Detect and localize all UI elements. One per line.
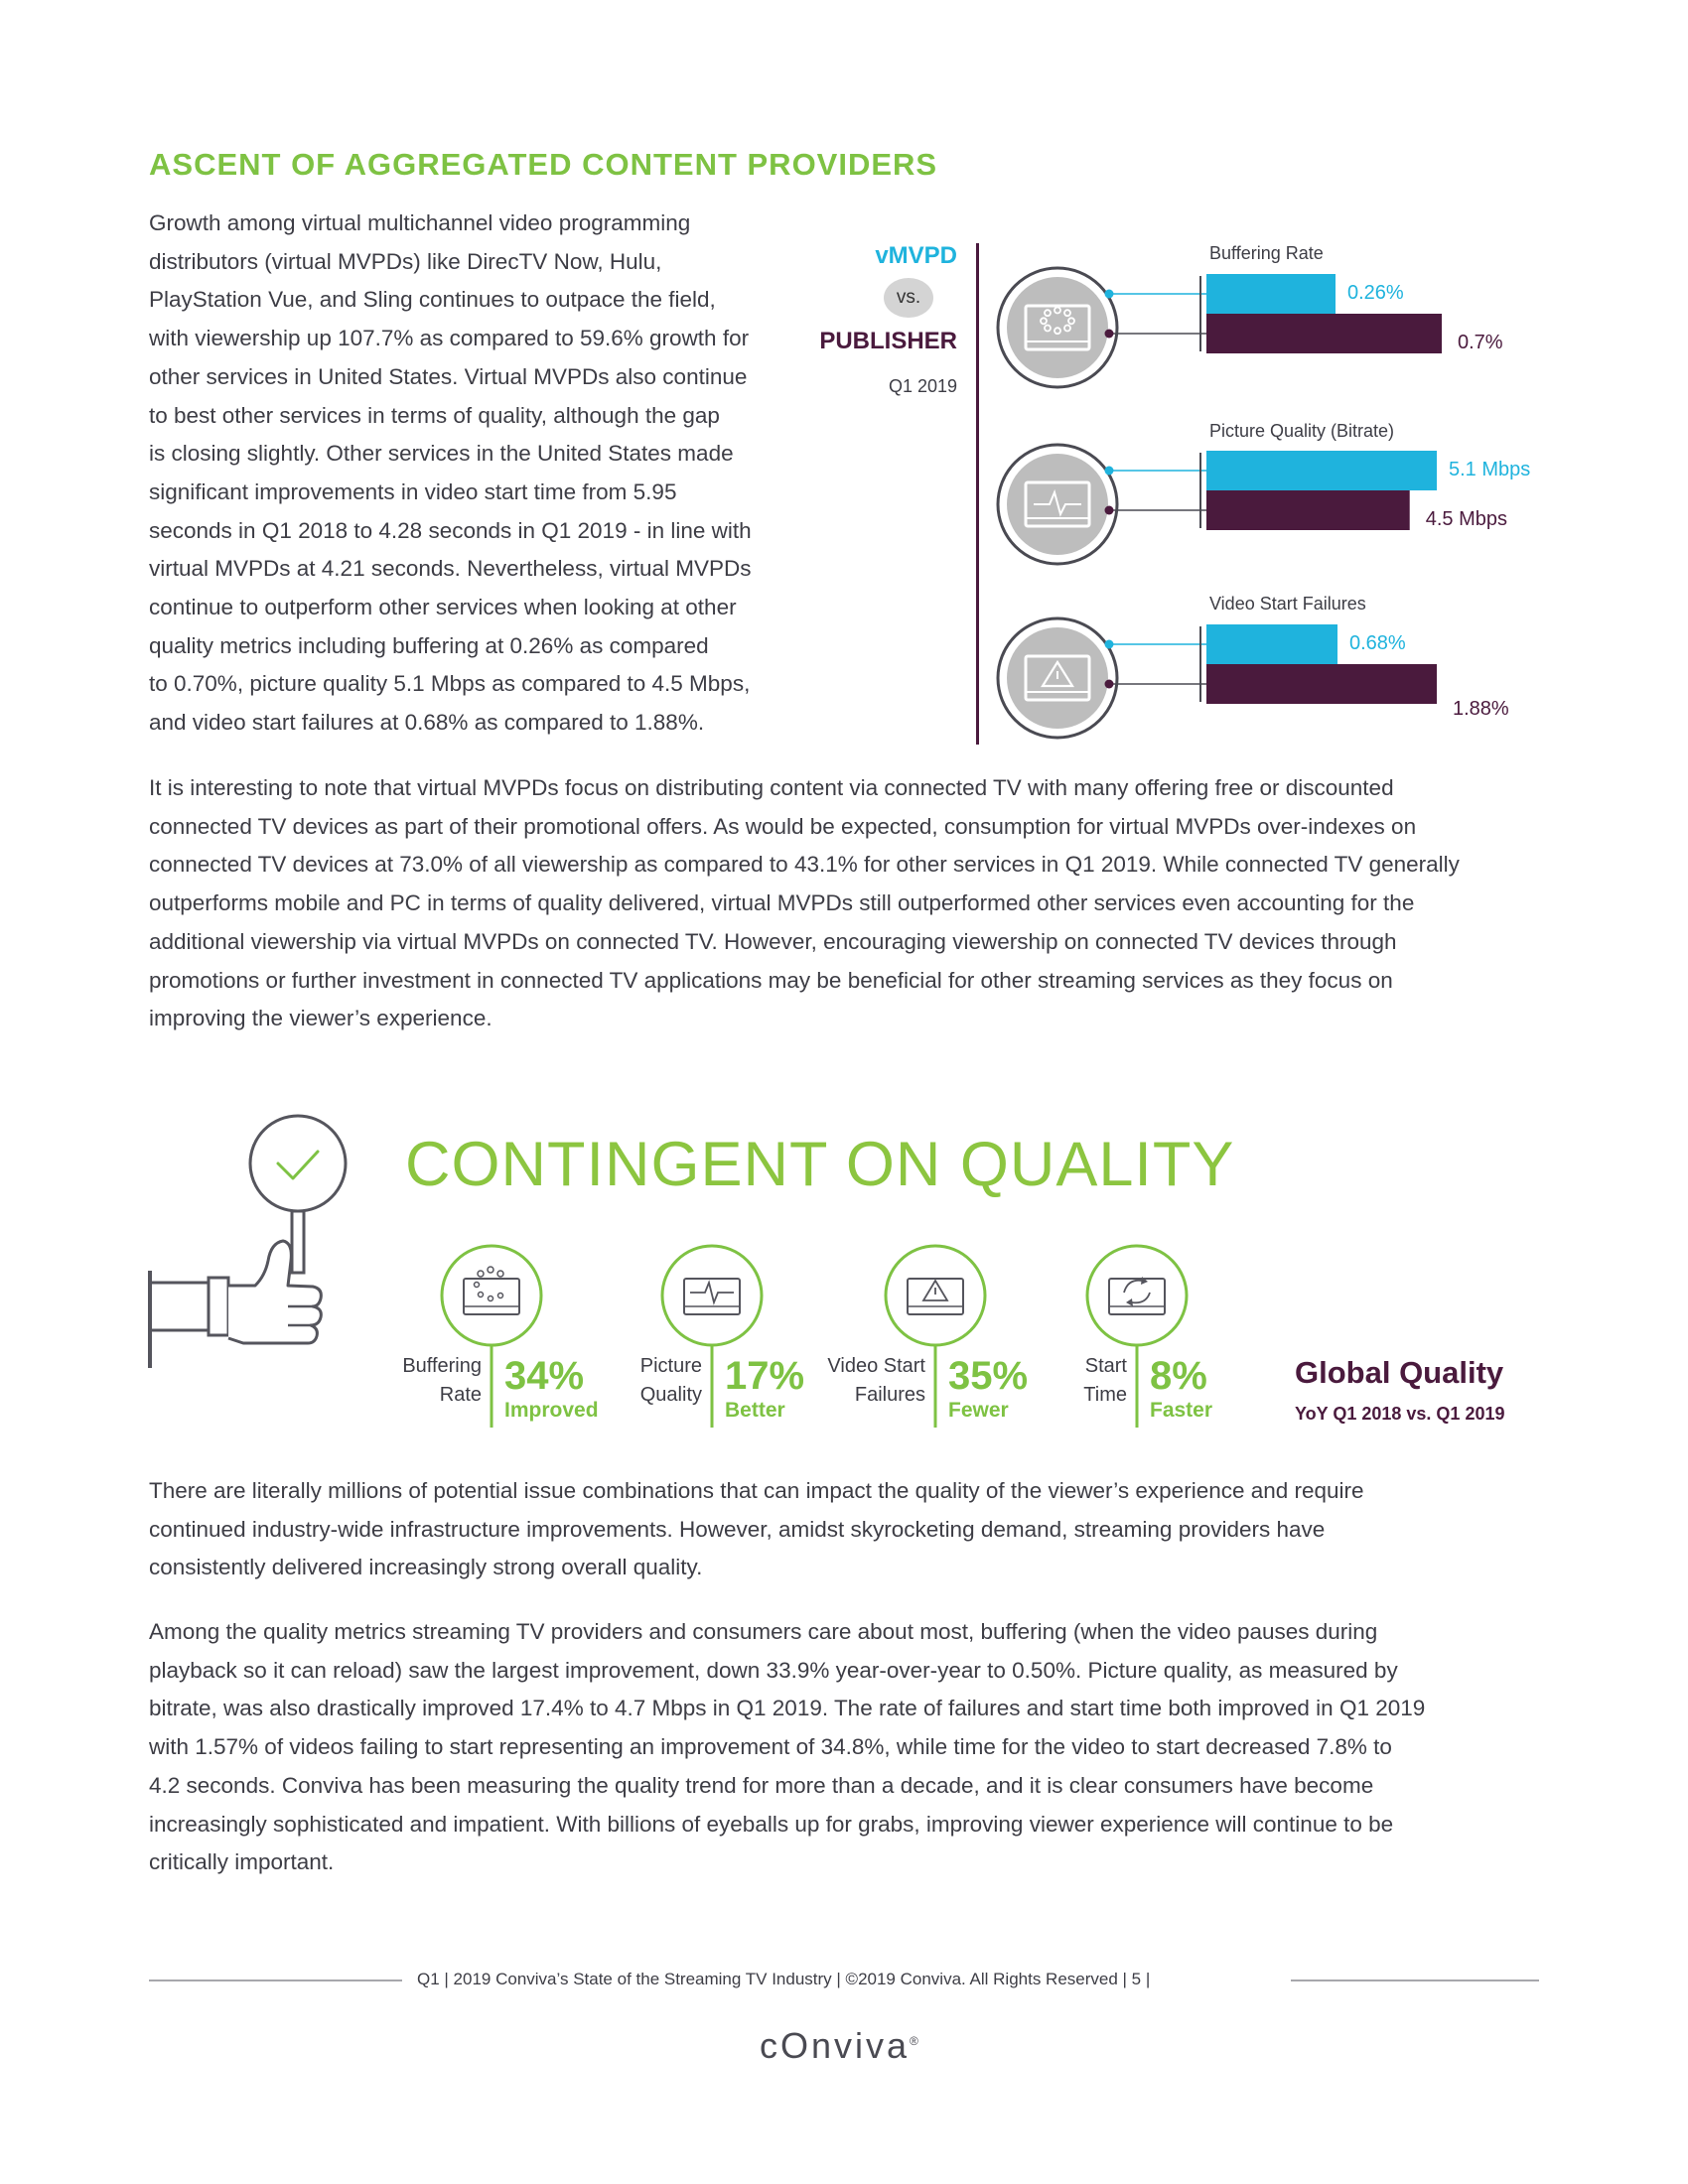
quality-percent: 8% bbox=[1150, 1354, 1207, 1398]
quality-change-word: Improved bbox=[504, 1399, 599, 1422]
quality-item-label bbox=[640, 1352, 702, 1410]
global-quality-subtitle: YoY Q1 2018 vs. Q1 2019 bbox=[1295, 1404, 1505, 1424]
paragraph-line: promotions or further investment in connected TV applications may be beneficial for other streaming services as they focus on bbox=[149, 967, 1393, 993]
intro-line: Growth among virtual multichannel video programming bbox=[149, 210, 691, 235]
paragraph-line: additional viewership via virtual MVPDs on connected TV. However, encouraging viewership on connected TV devices through bbox=[149, 928, 1397, 954]
quality-label-line: Failures bbox=[854, 1384, 925, 1406]
quality-item-label bbox=[402, 1352, 482, 1410]
paragraph-line: 4.2 seconds. Conviva has been measuring the quality trend for more than a decade, and it is clear consumers have become bbox=[149, 1772, 1374, 1798]
logo-wordmark: cOnviva bbox=[760, 2025, 911, 2066]
footer-text: Q1 | 2019 Conviva’s State of the Streaming TV Industry | ©2019 Conviva. All Rights Reserved | 5 | bbox=[417, 1970, 1151, 1988]
connector-dot-publisher bbox=[1105, 506, 1114, 515]
intro-line: to best other services in terms of quality, although the gap bbox=[149, 402, 720, 428]
intro-line: virtual MVPDs at 4.21 seconds. Nevertheless, virtual MVPDs bbox=[149, 556, 752, 582]
intro-line: and video start failures at 0.68% as compared to 1.88%. bbox=[149, 710, 705, 736]
vs-bubble: vs. bbox=[884, 278, 933, 318]
paragraph-line: consistently delivered increasingly strong overall quality. bbox=[149, 1555, 703, 1580]
intro-line: to 0.70%, picture quality 5.1 Mbps as compared to 4.5 Mbps, bbox=[149, 671, 751, 697]
intro-line: significant improvements in video start time from 5.95 bbox=[149, 478, 677, 504]
paragraph-quality-metrics bbox=[149, 1613, 1539, 1882]
quality-label-line: Quality bbox=[639, 1384, 702, 1406]
paragraph-line: continued industry-wide infrastructure improvements. However, amidst skyrocketing demand, streaming providers have bbox=[149, 1516, 1326, 1542]
paragraph-line: There are literally millions of potential issue combinations that can impact the quality of the viewer’s experience and require bbox=[149, 1478, 1364, 1503]
metric-label-bitrate: Picture Quality (Bitrate) bbox=[1209, 421, 1395, 441]
quality-change-word: Better bbox=[725, 1399, 785, 1422]
paragraph-line: improving the viewer’s experience. bbox=[149, 1006, 492, 1031]
vmvpd-label: vMVPD bbox=[875, 242, 957, 269]
paragraph-line: with 1.57% of videos failing to start representing an improvement of 34.8%, while time for the video to start decreased 7.8% to bbox=[149, 1734, 1392, 1760]
bar-vmvpd bbox=[1206, 274, 1336, 314]
quality-label-line: Time bbox=[1083, 1384, 1127, 1406]
quality-label-line: Start bbox=[1084, 1355, 1127, 1377]
quality-label-line: Picture bbox=[639, 1355, 702, 1377]
paragraph-line: playback so it can reload) saw the largest improvement, down 33.9% year-over-year to 0.50%. Picture quality, as measured by bbox=[149, 1657, 1398, 1683]
quality-item-label bbox=[827, 1352, 925, 1410]
value-publisher-buffering: 0.7% bbox=[1458, 332, 1503, 353]
paragraph-connected-tv bbox=[149, 769, 1539, 1038]
section-heading: ASCENT OF AGGREGATED CONTENT PROVIDERS bbox=[149, 147, 938, 182]
intro-line: continue to outperform other services when looking at other bbox=[149, 595, 737, 620]
quality-label-line: Video Start bbox=[827, 1355, 925, 1377]
intro-line: is closing slightly. Other services in the United States made bbox=[149, 441, 734, 467]
connector-dot-vmvpd bbox=[1105, 640, 1114, 649]
bar-vmvpd bbox=[1206, 624, 1337, 664]
value-publisher-bitrate: 4.5 Mbps bbox=[1425, 508, 1507, 530]
paragraph-issue-combinations bbox=[149, 1472, 1539, 1587]
intro-line: with viewership up 107.7% as compared to 59.6% growth for bbox=[149, 326, 750, 351]
period-label: Q1 2019 bbox=[888, 376, 957, 396]
intro-line: quality metrics including buffering at 0.26% as compared bbox=[149, 632, 709, 658]
quality-title: CONTINGENT ON QUALITY bbox=[405, 1130, 1235, 1199]
connector-dot-vmvpd bbox=[1105, 290, 1114, 299]
intro-line: distributors (virtual MVPDs) like DirecTV Now, Hulu, bbox=[149, 248, 662, 274]
bar-publisher bbox=[1206, 314, 1442, 353]
paragraph-line: connected TV devices as part of their promotional offers. As would be expected, consumption for virtual MVPDs over-indexes on bbox=[149, 813, 1417, 839]
quality-change-word: Faster bbox=[1150, 1399, 1213, 1422]
value-vmvpd-failures: 0.68% bbox=[1349, 632, 1406, 654]
paragraph-line: connected TV devices at 73.0% of all viewership as compared to 43.1% for other services in Q1 2019. While connected TV generally bbox=[149, 852, 1460, 878]
divider-line bbox=[976, 243, 979, 745]
paragraph-line: Among the quality metrics streaming TV providers and consumers care about most, buffering (when the video pauses during bbox=[149, 1619, 1378, 1644]
paragraph-line: bitrate, was also drastically improved 17.4% to 4.7 Mbps in Q1 2019. The rate of failures and start time both improved in Q1 2019 bbox=[149, 1696, 1426, 1721]
paragraph-line: It is interesting to note that virtual MVPDs focus on distributing content via connected TV with many offering free or discounted bbox=[149, 775, 1394, 800]
paragraph-line: critically important. bbox=[149, 1849, 335, 1875]
bar-publisher bbox=[1206, 490, 1410, 530]
publisher-label: PUBLISHER bbox=[819, 328, 957, 354]
paragraph-line: increasingly sophisticated and impatient. With billions of eyeballs up for grabs, improving viewer experience will continue to be bbox=[149, 1811, 1394, 1837]
value-vmvpd-buffering: 0.26% bbox=[1347, 282, 1404, 304]
logo-registered-mark: ® bbox=[910, 2034, 921, 2048]
connector-dot-vmvpd bbox=[1105, 467, 1114, 476]
paragraph-line: outperforms mobile and PC in terms of quality delivered, virtual MVPDs still outperformed other services even accounting for the bbox=[149, 890, 1415, 916]
quality-label-line: Rate bbox=[439, 1384, 482, 1406]
quality-percent: 17% bbox=[725, 1354, 805, 1398]
quality-percent: 34% bbox=[504, 1354, 585, 1398]
connector-dot-publisher bbox=[1105, 680, 1114, 689]
value-vmvpd-bitrate: 5.1 Mbps bbox=[1449, 459, 1531, 480]
metric-label-buffering: Buffering Rate bbox=[1209, 243, 1324, 263]
connector-dot-publisher bbox=[1105, 330, 1114, 339]
quality-label-line: Buffering bbox=[402, 1355, 482, 1377]
conviva-logo bbox=[760, 2025, 921, 2067]
intro-line: PlayStation Vue, and Sling continues to outpace the field, bbox=[149, 287, 716, 313]
global-quality-title: Global Quality bbox=[1295, 1355, 1504, 1390]
intro-paragraph bbox=[149, 205, 814, 743]
metric-label-failures: Video Start Failures bbox=[1209, 594, 1366, 614]
bar-publisher bbox=[1206, 664, 1437, 704]
quality-percent: 35% bbox=[948, 1354, 1029, 1398]
quality-item-label bbox=[1083, 1352, 1127, 1410]
comparison-bars-chart bbox=[993, 238, 1549, 754]
bar-vmvpd bbox=[1206, 451, 1437, 490]
intro-line: other services in United States. Virtual MVPDs also continue bbox=[149, 363, 748, 389]
intro-line: seconds in Q1 2018 to 4.28 seconds in Q1 2019 - in line with bbox=[149, 517, 752, 543]
quality-change-word: Fewer bbox=[948, 1399, 1009, 1422]
thumbs-up-checkmark-icon bbox=[144, 1112, 382, 1370]
value-publisher-failures: 1.88% bbox=[1453, 698, 1509, 720]
